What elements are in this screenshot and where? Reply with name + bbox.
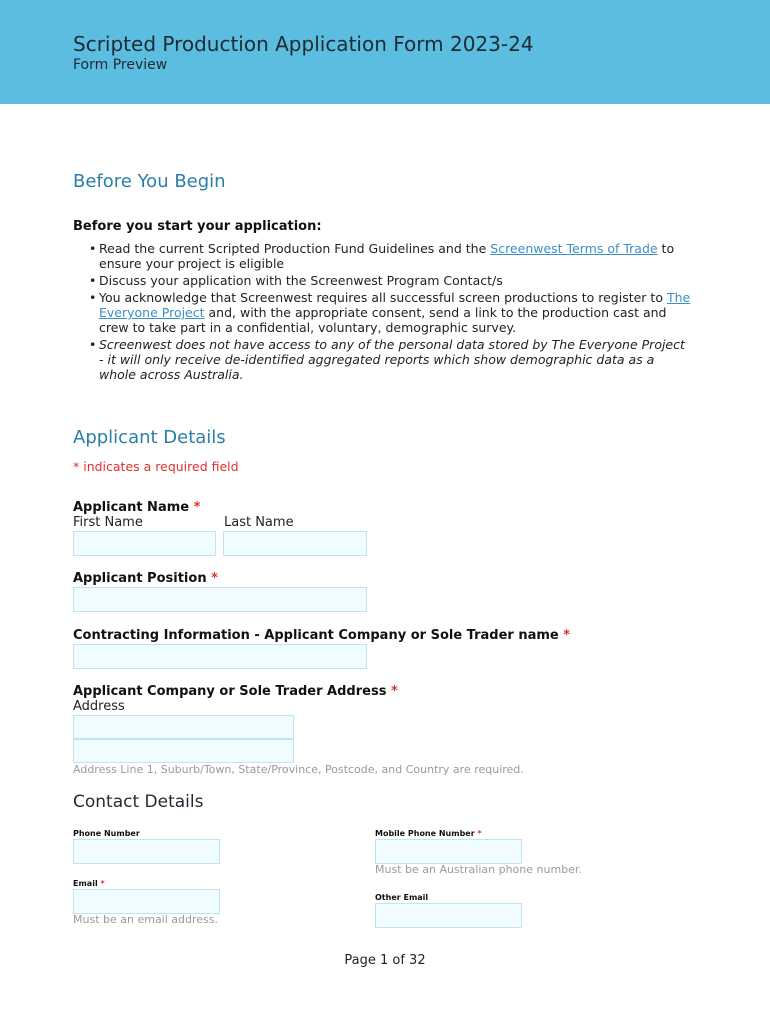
list-item: • You acknowledge that Screenwest requires all successful screen productions to register to The Everyone Project and, with the appropriate consent, send a link to the production cast and crew to take part in a confidential, voluntary, demographic survey. <box>91 290 691 335</box>
other-email-input[interactable] <box>375 903 522 928</box>
email-input[interactable] <box>73 889 220 914</box>
email-label: Email * <box>73 879 105 888</box>
page-number: Page 1 of 32 <box>344 953 426 968</box>
required-note: * indicates a required field <box>73 459 239 474</box>
contracting-input[interactable] <box>73 644 367 669</box>
form-subtitle: Form Preview <box>73 57 168 73</box>
applicant-heading: Applicant Details <box>73 427 226 448</box>
address-hint: Address Line 1, Suburb/Town, State/Province, Postcode, and Country are required. <box>73 763 524 776</box>
everyone-project-link[interactable]: The Everyone Project <box>99 290 691 320</box>
first-name-label: First Name <box>73 515 143 530</box>
mobile-label: Mobile Phone Number * <box>375 829 482 838</box>
terms-of-trade-link[interactable]: Screenwest Terms of Trade <box>490 241 658 256</box>
before-list <box>91 241 691 384</box>
before-intro: Before you start your application: <box>73 219 322 234</box>
list-item: • Read the current Scripted Production Fund Guidelines and the Screenwest Terms of Trade to ensure your project is eligible <box>91 241 691 271</box>
contracting-label: Contracting Information - Applicant Company or Sole Trader name * <box>73 628 571 643</box>
other-email-label: Other Email <box>375 893 429 902</box>
address-line2-input[interactable] <box>73 739 294 763</box>
applicant-position-input[interactable] <box>73 587 367 612</box>
mobile-hint: Must be an Australian phone number. <box>375 863 582 876</box>
list-item: • Screenwest does not have access to any of the personal data stored by The Everyone Project - it will only receive de-identified aggregated reports which show demographic data as a whole across Australia. <box>91 337 691 382</box>
address-sub-label: Address <box>73 699 125 714</box>
list-item: • Discuss your application with the Screenwest Program Contact/s <box>91 273 691 288</box>
last-name-label: Last Name <box>224 515 294 530</box>
address-line1-input[interactable] <box>73 715 294 739</box>
phone-label: Phone Number <box>73 829 140 838</box>
mobile-input[interactable] <box>375 839 522 864</box>
header-banner <box>0 0 770 104</box>
last-name-input[interactable] <box>223 531 367 556</box>
form-title: Scripted Production Application Form 2023-24 <box>73 32 534 56</box>
phone-input[interactable] <box>73 839 220 864</box>
address-label: Applicant Company or Sole Trader Address * <box>73 684 398 699</box>
applicant-name-label: Applicant Name * <box>73 500 201 515</box>
first-name-input[interactable] <box>73 531 216 556</box>
before-heading: Before You Begin <box>73 171 226 192</box>
email-hint: Must be an email address. <box>73 913 219 926</box>
contact-heading: Contact Details <box>73 792 204 812</box>
applicant-position-label: Applicant Position * <box>73 571 218 586</box>
